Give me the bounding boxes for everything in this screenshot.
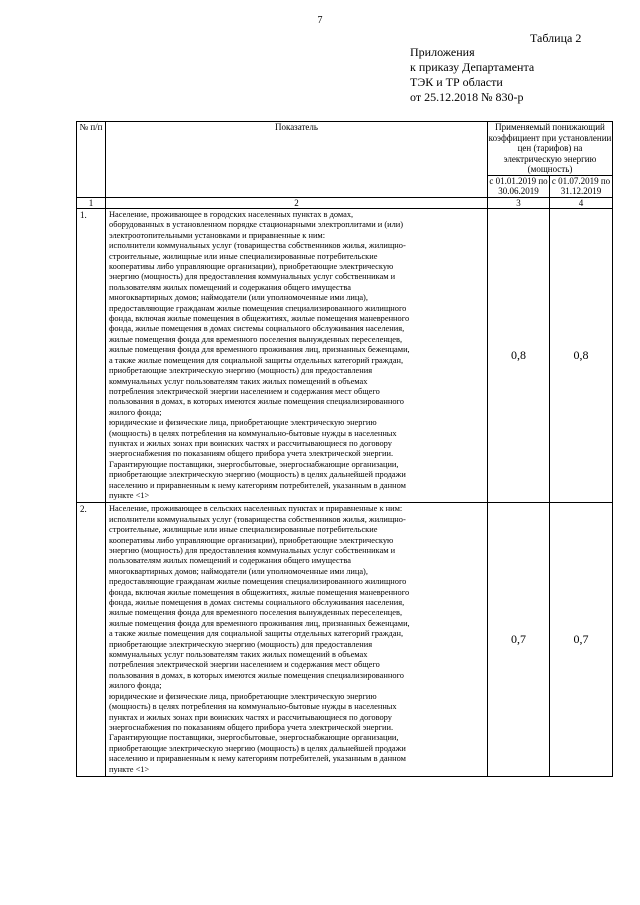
row-value-period-1: 0,8 <box>488 209 550 503</box>
column-numbers-row <box>77 197 613 209</box>
page-number: 7 <box>317 15 323 26</box>
appendix-line: Приложения <box>410 45 475 59</box>
indicator-text-line: приобретающие электрическую энергию (мощность) в целях дальнейшей продажи <box>109 470 406 480</box>
indicator-text-line: предоставляющие гражданам жилые помещения специализированного жилищного <box>109 303 407 313</box>
indicator-text-line: населению и приравненным к нему категориям потребителей, указанным в данном <box>109 754 406 764</box>
row-value-period-1: 0,7 <box>488 503 550 777</box>
indicator-text-line: предоставляющие гражданам жилые помещения специализированного жилищного <box>109 577 407 587</box>
table-row <box>77 209 613 503</box>
indicator-text-line: коммунальных услуг пользователям таких жилых помещений в объемах <box>109 376 368 386</box>
indicator-text-line: пунктах и жилых зонах при воинских частях и рассчитывающиеся по договору <box>109 712 392 722</box>
indicator-text-line: приобретающие электрическую энергию (мощность) для предоставления <box>109 366 373 376</box>
indicator-text-line: а также жилые помещения для социальной защиты отдельных категорий граждан, <box>109 629 404 639</box>
indicator-text-line: Население, проживающее в городских населенных пунктах в домах, <box>109 210 354 219</box>
appendix-line: от 25.12.2018 № 830-р <box>410 90 524 104</box>
indicator-text-line: пользования в домах, в которых имеются жилые помещения специализированного <box>109 397 404 407</box>
appendix-line: ТЭК и ТР области <box>410 75 503 89</box>
row-value-period-2: 0,7 <box>550 503 613 777</box>
indicator-text-line: жилые помещения фонда для временного проживания лиц, признанных беженцами, <box>109 618 410 628</box>
table-row <box>77 503 613 777</box>
indicator-text-line: а также жилые помещения для социальной защиты отдельных категорий граждан, <box>109 355 404 365</box>
indicator-text-line: кооперативы либо управляющие организации), приобретающие электрическую <box>109 535 394 545</box>
indicator-text-line: приобретающие электрическую энергию (мощность) в целях дальнейшей продажи <box>109 743 406 753</box>
indicator-text-line: Население, проживающее в сельских населенных пунктах и приравненные к ним: <box>109 504 403 514</box>
indicator-text-line: оборудованных в установленном порядке стационарными электроплитами и (или) <box>109 220 404 230</box>
table-header-row <box>77 122 613 176</box>
indicator-text-line: строительные, жилищные или иные специализированные потребительские <box>109 525 378 535</box>
indicator-text-line: энергию (мощность) для предоставления коммунальных услуг собственникам и <box>109 546 396 555</box>
indicator-text-line: коммунальных услуг пользователям таких жилых помещений в объемах <box>109 650 368 660</box>
row-indicator-text <box>106 209 488 503</box>
indicator-text-line: Гарантирующие поставщики, энергосбытовые, энергоснабжающие организации, <box>109 459 399 469</box>
indicator-text-line: электроотопительными установками и приравненные к ним: <box>109 230 326 240</box>
indicator-text-line: Гарантирующие поставщики, энергосбытовые, энергоснабжающие организации, <box>109 733 399 743</box>
indicator-text-line: энергоснабжения по показаниям общего прибора учета электрической энергии. <box>109 722 394 732</box>
indicator-text-line: пользователям жилых помещений и содержания общего имущества <box>109 282 351 292</box>
appendix-block <box>410 45 534 105</box>
column-number: 3 <box>488 197 550 209</box>
indicator-text-line: пользователям жилых помещений и содержания общего имущества <box>109 556 351 566</box>
indicator-text-line: юридические и физические лица, приобретающие электрическую энергию <box>109 691 377 701</box>
indicator-text-line: фонда, включая жилые помещения в общежитиях, жилые помещения маневренного <box>109 314 410 324</box>
indicator-text-line: пункте <1> <box>109 764 150 774</box>
header-period-2: с 01.07.2019 по 31.12.2019 <box>550 175 613 197</box>
column-number: 4 <box>550 197 613 209</box>
indicator-text-line: жилого фонда; <box>109 407 162 417</box>
indicator-text-line: многоквартирных домов; наймодатели (или уполномоченные ими лица), <box>109 566 368 576</box>
indicator-text-line: (мощность) в целях потребления на коммунально-бытовые нужды в населенных <box>109 428 397 438</box>
indicator-text-line: многоквартирных домов; наймодатели (или уполномоченные ими лица), <box>109 293 368 303</box>
indicator-text-line: пункте <1> <box>109 490 150 500</box>
indicator-text-line: фонда, включая жилые помещения в общежитиях, жилые помещения маневренного <box>109 587 410 597</box>
indicator-text-line: приобретающие электрическую энергию (мощность) для предоставления <box>109 639 373 649</box>
header-indicator: Показатель <box>106 122 488 198</box>
appendix-line: к приказу Департамента <box>410 60 535 74</box>
indicator-text-line: энергоснабжения по показаниям общего прибора учета электрической энергии. <box>109 449 394 459</box>
indicator-text-line: исполнители коммунальных услуг (товарищества собственников жилья, жилищно- <box>109 241 406 251</box>
indicator-text-line: энергию (мощность) для предоставления коммунальных услуг собственникам и <box>109 272 396 282</box>
indicator-text-line: кооперативы либо управляющие организации), приобретающие электрическую <box>109 262 394 272</box>
indicator-text-line: потребления электрической энергии населением и содержания мест общего <box>109 386 380 396</box>
row-number: 1. <box>77 209 106 503</box>
indicator-text-line: (мощность) в целях потребления на коммунально-бытовые нужды в населенных <box>109 702 397 712</box>
row-number: 2. <box>77 503 106 777</box>
indicator-text-line: жилые помещения фонда для временного поселения вынужденных переселенцев, <box>109 608 403 618</box>
indicator-text-line: жилые помещения фонда для временного поселения вынужденных переселенцев, <box>109 334 403 344</box>
indicator-text-line: пользования в домах, в которых имеются жилые помещения специализированного <box>109 670 404 680</box>
indicator-text-line: строительные, жилищные или иные специализированные потребительские <box>109 251 378 261</box>
indicator-text-line: населению и приравненным к нему категориям потребителей, указанным в данном <box>109 480 406 490</box>
coefficient-table <box>76 121 613 777</box>
row-indicator-text <box>106 503 488 777</box>
indicator-text-line: фонда, жилые помещения в домах системы социального обслуживания населения, <box>109 324 405 334</box>
indicator-text-line: юридические и физические лица, приобретающие электрическую энергию <box>109 418 377 428</box>
indicator-text-line: исполнители коммунальных услуг (товарищества собственников жилья, жилищно- <box>109 514 406 524</box>
indicator-text-line: фонда, жилые помещения в домах системы социального обслуживания населения, <box>109 598 405 608</box>
header-num: № п/п <box>77 122 106 198</box>
indicator-text-line: жилого фонда; <box>109 681 162 691</box>
indicator-text-line: потребления электрической энергии населением и содержания мест общего <box>109 660 380 670</box>
row-value-period-2: 0,8 <box>550 209 613 503</box>
column-number: 1 <box>77 197 106 209</box>
indicator-text-line: жилые помещения фонда для временного проживания лиц, признанных беженцами, <box>109 345 410 355</box>
indicator-text-line: пунктах и жилых зонах при воинских частях и рассчитывающиеся по договору <box>109 438 392 448</box>
table-label: Таблица 2 <box>530 31 582 45</box>
header-coefficient: Применяемый понижающий коэффициент при установлении цен (тарифов) на электрическую энергию (мощность) <box>488 122 612 174</box>
header-period-1: с 01.01.2019 по 30.06.2019 <box>489 175 548 196</box>
column-number: 2 <box>106 197 488 209</box>
